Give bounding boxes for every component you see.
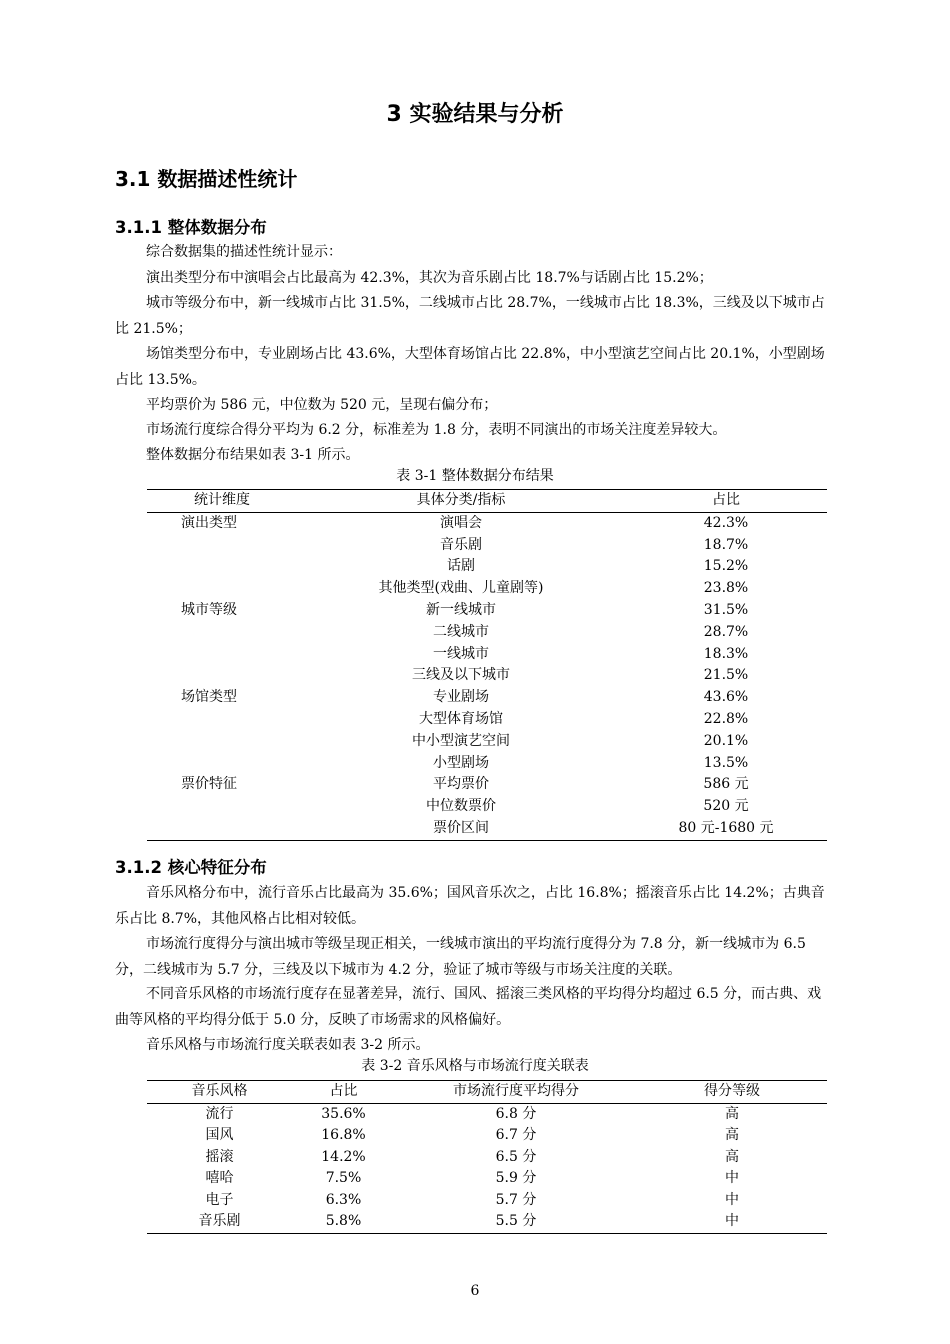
table-cell	[147, 556, 297, 578]
table-cell	[147, 818, 297, 840]
table-cell: 票价特征	[181, 776, 237, 793]
table-cell: 高	[725, 1105, 739, 1122]
table-cell: 话剧	[447, 558, 475, 575]
table-cell: 6.5 分	[495, 1148, 537, 1165]
table-cell: 6.8 分	[495, 1105, 537, 1122]
table-cell: 7.5%	[325, 1170, 362, 1186]
table-cell: 中	[725, 1191, 739, 1208]
paragraph: 市场流行度得分与演出城市等级呈现正相关，一线城市演出的平均流行度得分为 7.8 分，新一线城市为 6.5 分，二线城市为 5.7 分，三线及以下城市为 4.2 分，验证了城市等级与市场关注度的关联。	[115, 936, 806, 978]
table-cell: 5.7 分	[495, 1191, 537, 1208]
column-header: 音乐风格	[147, 1081, 292, 1104]
table-cell: 18.7%	[703, 536, 749, 553]
table-cell: 5.5 分	[495, 1213, 537, 1229]
table-cell: 小型剧场	[433, 754, 489, 771]
table-cell: 23.8%	[703, 580, 749, 597]
table-row	[147, 687, 827, 709]
table-cell: 42.3%	[703, 514, 749, 531]
table-cell: 28.7%	[703, 623, 749, 640]
paragraph: 场馆类型分布中，专业剧场占比 43.6%，大型体育场馆占比 22.8%，中小型演艺空间占比 20.1%，小型剧场占比 13.5%。	[115, 346, 825, 388]
table-row	[147, 1103, 827, 1125]
table-cell: 15.2%	[703, 558, 749, 575]
paragraph: 平均票价为 586 元，中位数为 520 元，呈现右偏分布；	[146, 397, 498, 413]
table-cell: 电子	[205, 1191, 234, 1208]
table-cell: 80 元-1680 元	[678, 819, 774, 836]
table-cell: 城市等级	[181, 601, 237, 618]
table-cell: 音乐剧	[198, 1213, 241, 1229]
table-row	[147, 774, 827, 796]
table-cell: 43.6%	[703, 689, 749, 706]
table-caption: 表 3-2 音乐风格与市场流行度关联表	[361, 1058, 589, 1074]
table-cell: 中	[725, 1213, 739, 1229]
table-row	[147, 644, 827, 666]
table-row	[147, 535, 827, 557]
paragraph: 音乐风格与市场流行度关联表如表 3-2 所示。	[146, 1037, 430, 1053]
table-row	[147, 622, 827, 644]
table-cell: 35.6%	[321, 1105, 366, 1122]
paragraph: 综合数据集的描述性统计显示：	[146, 244, 342, 260]
table-cell: 22.8%	[703, 710, 749, 727]
table-header-row	[147, 490, 827, 513]
chapter-title: 3 实验结果与分析	[386, 102, 564, 127]
table-cell	[147, 578, 297, 600]
table-cell	[147, 535, 297, 557]
table-row	[147, 709, 827, 731]
table-row	[147, 512, 827, 534]
table-cell	[147, 622, 297, 644]
table-row	[147, 753, 827, 775]
table-cell: 6.7 分	[495, 1127, 537, 1143]
paragraph: 不同音乐风格的市场流行度存在显著差异，流行、国风、摇滚三类风格的平均得分均超过 6.5 分，而古典、戏曲等风格的平均得分低于 5.0 分，反映了市场需求的风格偏好。	[115, 986, 822, 1028]
table-cell: 票价区间	[433, 819, 489, 836]
column-header: 市场流行度平均得分	[395, 1081, 637, 1104]
table-cell: 音乐剧	[440, 536, 482, 553]
table-row	[147, 1125, 827, 1147]
table-cell: 二线城市	[433, 623, 489, 640]
table-cell: 中	[725, 1170, 739, 1186]
table-row	[147, 665, 827, 687]
page-number: 6	[470, 1283, 480, 1299]
table-row	[147, 1190, 827, 1212]
table-cell	[147, 753, 297, 775]
table-cell: 6.3%	[325, 1191, 362, 1208]
table-row	[147, 556, 827, 578]
table-cell: 嘻哈	[205, 1170, 234, 1186]
paragraph: 市场流行度综合得分平均为 6.2 分，标准差为 1.8 分，表明不同演出的市场关注度差异较大。	[146, 422, 727, 438]
table-cell: 31.5%	[703, 601, 749, 618]
table-cell	[147, 665, 297, 687]
table-cell: 5.9 分	[495, 1170, 537, 1186]
table-cell	[147, 644, 297, 666]
table-row	[147, 796, 827, 818]
table-cell: 中位数票价	[426, 798, 496, 815]
column-header: 占比	[292, 1081, 395, 1104]
table-cell	[147, 731, 297, 753]
table-cell: 流行	[205, 1105, 234, 1122]
table-cell: 国风	[205, 1127, 234, 1143]
table-cell: 16.8%	[321, 1127, 366, 1143]
table-cell: 20.1%	[703, 732, 749, 749]
table-cell: 演出类型	[181, 514, 237, 531]
column-header: 得分等级	[637, 1081, 827, 1104]
column-header: 统计维度	[147, 490, 297, 513]
table-cell: 高	[725, 1127, 739, 1143]
table-cell: 13.5%	[703, 754, 749, 771]
table-row	[147, 1168, 827, 1190]
table-cell: 大型体育场馆	[419, 710, 503, 727]
paragraph: 音乐风格分布中，流行音乐占比最高为 35.6%；国风音乐次之，占比 16.8%；摇滚音乐占比 14.2%；古典音乐占比 8.7%，其他风格占比相对较低。	[115, 885, 825, 927]
table-row	[147, 1147, 827, 1169]
table-row	[147, 731, 827, 753]
table-cell: 其他类型(戏曲、儿童剧等)	[378, 580, 544, 597]
table-cell: 演唱会	[440, 514, 482, 531]
table-cell: 一线城市	[433, 645, 489, 662]
table-header-row	[147, 1081, 827, 1104]
paragraph: 整体数据分布结果如表 3-1 所示。	[146, 447, 360, 463]
table-cell: 18.3%	[703, 645, 749, 662]
table-cell	[147, 709, 297, 731]
table-cell: 摇滚	[205, 1148, 234, 1165]
table-cell: 中小型演艺空间	[412, 732, 510, 749]
column-header: 占比	[625, 490, 827, 513]
table-cell: 21.5%	[703, 667, 749, 684]
table-3-1	[147, 489, 827, 841]
table-cell: 5.8%	[325, 1213, 362, 1229]
table-3-2	[147, 1080, 827, 1234]
table-cell	[147, 796, 297, 818]
table-cell: 520 元	[703, 798, 749, 815]
table-cell: 场馆类型	[181, 689, 237, 706]
table-cell: 三线及以下城市	[412, 667, 510, 684]
table-caption: 表 3-1 整体数据分布结果	[396, 468, 554, 484]
table-cell: 14.2%	[321, 1148, 366, 1165]
table-row	[147, 600, 827, 622]
table-cell: 专业剧场	[433, 689, 489, 706]
table-row	[147, 578, 827, 600]
section-heading-3-1-2: 3.1.2 核心特征分布	[115, 858, 267, 877]
table-row	[147, 818, 827, 840]
table-cell: 平均票价	[433, 776, 489, 793]
section-heading-3-1: 3.1 数据描述性统计	[115, 167, 298, 191]
table-cell: 586 元	[703, 776, 749, 793]
paragraph: 城市等级分布中，新一线城市占比 31.5%，二线城市占比 28.7%，一线城市占比 18.3%，三线及以下城市占比 21.5%；	[115, 295, 825, 337]
table-cell: 高	[725, 1148, 739, 1165]
paragraph: 演出类型分布中演唱会占比最高为 42.3%，其次为音乐剧占比 18.7%与话剧占比 15.2%；	[146, 270, 713, 286]
table-cell: 新一线城市	[426, 601, 496, 618]
table-row	[147, 1211, 827, 1233]
column-header: 具体分类/指标	[297, 490, 625, 513]
section-heading-3-1-1: 3.1.1 整体数据分布	[115, 218, 267, 237]
